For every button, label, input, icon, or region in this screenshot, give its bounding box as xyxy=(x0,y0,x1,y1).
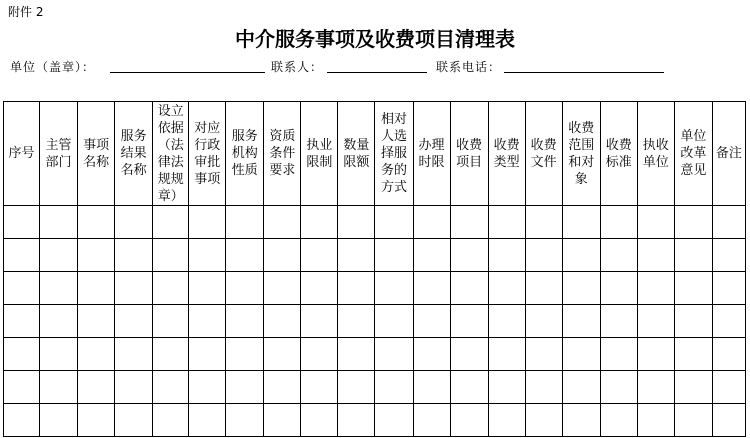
contact-field-line[interactable] xyxy=(327,72,427,73)
table-cell[interactable] xyxy=(525,206,562,239)
table-cell[interactable] xyxy=(637,338,674,371)
table-cell[interactable] xyxy=(450,371,488,404)
table-body xyxy=(4,206,746,437)
phone-label: 联系电话： xyxy=(436,60,502,74)
table-cell[interactable] xyxy=(525,239,562,272)
unit-label: 单位（盖章）： xyxy=(10,60,96,74)
table-cell[interactable] xyxy=(413,305,450,338)
header-text: 对应行政审批事项 xyxy=(194,120,221,187)
table-cell[interactable] xyxy=(78,305,115,338)
header-cell xyxy=(189,102,226,206)
header-text: 服务机构性质 xyxy=(231,129,258,178)
attachment-label: 附件 2 xyxy=(8,5,44,19)
table-cell[interactable] xyxy=(153,404,189,437)
table-cell[interactable] xyxy=(153,239,189,272)
table-cell[interactable] xyxy=(637,206,674,239)
table-cell[interactable] xyxy=(301,404,338,437)
table-cell[interactable] xyxy=(674,206,712,239)
table-cell[interactable] xyxy=(264,206,301,239)
table-cell[interactable] xyxy=(450,272,488,305)
header-cell xyxy=(450,102,488,206)
table-cell[interactable] xyxy=(115,206,153,239)
table-cell[interactable] xyxy=(600,206,637,239)
table-cell[interactable] xyxy=(562,371,600,404)
table-cell[interactable] xyxy=(189,206,226,239)
table-cell[interactable] xyxy=(562,272,600,305)
table-row xyxy=(4,206,746,239)
table-cell[interactable] xyxy=(712,305,745,338)
table-cell[interactable] xyxy=(4,338,40,371)
table-cell[interactable] xyxy=(712,338,745,371)
table-cell[interactable] xyxy=(450,206,488,239)
table-cell[interactable] xyxy=(338,206,375,239)
table-cell[interactable] xyxy=(338,371,375,404)
table-cell[interactable] xyxy=(115,239,153,272)
header-row xyxy=(4,102,746,206)
table-cell[interactable] xyxy=(40,272,78,305)
header-cell xyxy=(301,102,338,206)
table-cell[interactable] xyxy=(301,338,338,371)
table-cell[interactable] xyxy=(40,338,78,371)
table-row xyxy=(4,371,746,404)
table-cell[interactable] xyxy=(338,272,375,305)
table-cell[interactable] xyxy=(450,404,488,437)
header-cell xyxy=(600,102,637,206)
table-cell[interactable] xyxy=(4,371,40,404)
header-text: 序号 xyxy=(8,146,35,161)
header-cell xyxy=(338,102,375,206)
header-cell xyxy=(78,102,115,206)
table-cell[interactable] xyxy=(153,338,189,371)
table-cell[interactable] xyxy=(488,371,525,404)
table-cell[interactable] xyxy=(115,338,153,371)
table-cell[interactable] xyxy=(189,239,226,272)
table-cell[interactable] xyxy=(78,272,115,305)
table-cell[interactable] xyxy=(375,371,413,404)
contact-label: 联系人： xyxy=(271,60,324,74)
table-cell[interactable] xyxy=(226,371,264,404)
table-cell[interactable] xyxy=(712,272,745,305)
header-text: 事项名称 xyxy=(83,137,110,170)
table-cell[interactable] xyxy=(189,404,226,437)
table-cell[interactable] xyxy=(600,239,637,272)
table-cell[interactable] xyxy=(674,272,712,305)
header-cell xyxy=(115,102,153,206)
header-cell xyxy=(525,102,562,206)
table-cell[interactable] xyxy=(264,272,301,305)
table-cell[interactable] xyxy=(338,305,375,338)
header-cell xyxy=(264,102,301,206)
table-cell[interactable] xyxy=(413,272,450,305)
table-cell[interactable] xyxy=(115,371,153,404)
header-text: 收费项目 xyxy=(456,137,483,170)
table-cell[interactable] xyxy=(525,371,562,404)
table-cell[interactable] xyxy=(525,305,562,338)
table-cell[interactable] xyxy=(562,206,600,239)
table-cell[interactable] xyxy=(189,272,226,305)
header-text: 收费文件 xyxy=(530,137,557,170)
table-cell[interactable] xyxy=(264,404,301,437)
table-row xyxy=(4,404,746,437)
table-cell[interactable] xyxy=(413,206,450,239)
table-cell[interactable] xyxy=(4,272,40,305)
table-cell[interactable] xyxy=(600,371,637,404)
table-cell[interactable] xyxy=(264,371,301,404)
table-cell[interactable] xyxy=(264,239,301,272)
table-cell[interactable] xyxy=(525,404,562,437)
header-text: 数量限额 xyxy=(343,137,370,170)
table-cell[interactable] xyxy=(637,305,674,338)
table-cell[interactable] xyxy=(413,239,450,272)
table-cell[interactable] xyxy=(712,371,745,404)
table-cell[interactable] xyxy=(264,338,301,371)
table-cell[interactable] xyxy=(226,239,264,272)
table-cell[interactable] xyxy=(301,305,338,338)
table-cell[interactable] xyxy=(301,272,338,305)
table-cell[interactable] xyxy=(562,338,600,371)
table-cell[interactable] xyxy=(226,206,264,239)
table-cell[interactable] xyxy=(674,338,712,371)
header-cell xyxy=(413,102,450,206)
table-cell[interactable] xyxy=(450,338,488,371)
header-cell xyxy=(4,102,40,206)
header-text: 收费标准 xyxy=(605,137,632,170)
phone-field-line[interactable] xyxy=(504,72,664,73)
table-cell[interactable] xyxy=(525,272,562,305)
table-cell[interactable] xyxy=(712,404,745,437)
table-cell[interactable] xyxy=(413,371,450,404)
header-cell xyxy=(40,102,78,206)
table-row xyxy=(4,239,746,272)
table-cell[interactable] xyxy=(189,338,226,371)
table-cell[interactable] xyxy=(4,305,40,338)
table-cell[interactable] xyxy=(375,272,413,305)
table-cell[interactable] xyxy=(674,371,712,404)
table-cell[interactable] xyxy=(40,371,78,404)
table-cell[interactable] xyxy=(375,239,413,272)
table-cell[interactable] xyxy=(674,305,712,338)
clearance-table xyxy=(3,101,746,437)
table-cell[interactable] xyxy=(78,239,115,272)
table-cell[interactable] xyxy=(4,206,40,239)
table-cell[interactable] xyxy=(488,239,525,272)
table-cell[interactable] xyxy=(488,272,525,305)
table-cell[interactable] xyxy=(78,206,115,239)
header-text: 设立依据（法律法规规章） xyxy=(157,103,184,204)
table-cell[interactable] xyxy=(153,305,189,338)
table-cell[interactable] xyxy=(375,206,413,239)
unit-field-line[interactable] xyxy=(110,72,265,73)
table-cell[interactable] xyxy=(338,404,375,437)
table-cell[interactable] xyxy=(153,206,189,239)
header-cell xyxy=(375,102,413,206)
table-cell[interactable] xyxy=(40,305,78,338)
table-cell[interactable] xyxy=(488,338,525,371)
table-cell[interactable] xyxy=(78,371,115,404)
table-cell[interactable] xyxy=(338,239,375,272)
table-cell[interactable] xyxy=(301,371,338,404)
header-text: 收费类型 xyxy=(493,137,520,170)
table-cell[interactable] xyxy=(525,338,562,371)
table-cell[interactable] xyxy=(226,272,264,305)
table-row xyxy=(4,272,746,305)
table-cell[interactable] xyxy=(301,206,338,239)
table-cell[interactable] xyxy=(226,338,264,371)
table-cell[interactable] xyxy=(226,305,264,338)
table-row xyxy=(4,305,746,338)
table-cell[interactable] xyxy=(600,305,637,338)
table-cell[interactable] xyxy=(637,404,674,437)
table-cell[interactable] xyxy=(375,338,413,371)
header-text: 办理时限 xyxy=(418,137,445,170)
table-cell[interactable] xyxy=(562,239,600,272)
header-text: 资质条件要求 xyxy=(269,129,296,178)
table-cell[interactable] xyxy=(562,404,600,437)
table-cell[interactable] xyxy=(488,206,525,239)
header-text: 备注 xyxy=(715,146,742,161)
header-cell xyxy=(712,102,745,206)
table-cell[interactable] xyxy=(301,239,338,272)
table-cell[interactable] xyxy=(562,305,600,338)
table-cell[interactable] xyxy=(413,404,450,437)
table-cell[interactable] xyxy=(40,404,78,437)
table-cell[interactable] xyxy=(488,404,525,437)
header-cell xyxy=(488,102,525,206)
table-cell[interactable] xyxy=(637,371,674,404)
table-cell[interactable] xyxy=(264,305,301,338)
table-cell[interactable] xyxy=(488,305,525,338)
table-cell[interactable] xyxy=(637,239,674,272)
table-cell[interactable] xyxy=(600,404,637,437)
table-cell[interactable] xyxy=(115,272,153,305)
table-cell[interactable] xyxy=(115,305,153,338)
table-cell[interactable] xyxy=(115,404,153,437)
table-cell[interactable] xyxy=(712,206,745,239)
header-text: 单位改革意见 xyxy=(680,129,707,178)
header-cell xyxy=(674,102,712,206)
table-cell[interactable] xyxy=(637,272,674,305)
table-cell[interactable] xyxy=(40,206,78,239)
table-cell[interactable] xyxy=(4,239,40,272)
table-cell[interactable] xyxy=(450,305,488,338)
table-cell[interactable] xyxy=(712,239,745,272)
table-cell[interactable] xyxy=(674,239,712,272)
table-cell[interactable] xyxy=(338,338,375,371)
header-cell xyxy=(637,102,674,206)
table-cell[interactable] xyxy=(674,404,712,437)
header-text: 服务结果名称 xyxy=(120,129,147,178)
header-text: 相对人选择服务的方式 xyxy=(380,112,407,195)
table-cell[interactable] xyxy=(40,239,78,272)
header-text: 执业限制 xyxy=(306,137,333,170)
header-cell xyxy=(153,102,189,206)
table-cell[interactable] xyxy=(413,338,450,371)
page-title: 中介服务事项及收费项目清理表 xyxy=(235,27,515,51)
table-cell[interactable] xyxy=(375,404,413,437)
table-cell[interactable] xyxy=(600,272,637,305)
table-cell[interactable] xyxy=(189,305,226,338)
table-cell[interactable] xyxy=(226,404,264,437)
header-text: 执收单位 xyxy=(642,137,669,170)
header-cell xyxy=(562,102,600,206)
table-row xyxy=(4,338,746,371)
table-cell[interactable] xyxy=(189,371,226,404)
table-cell[interactable] xyxy=(78,404,115,437)
header-cell xyxy=(226,102,264,206)
table-cell[interactable] xyxy=(375,305,413,338)
table-cell[interactable] xyxy=(450,239,488,272)
table-cell[interactable] xyxy=(153,272,189,305)
table-cell[interactable] xyxy=(4,404,40,437)
table-cell[interactable] xyxy=(153,371,189,404)
table-cell[interactable] xyxy=(600,338,637,371)
table-cell[interactable] xyxy=(78,338,115,371)
header-text: 主管部门 xyxy=(45,137,72,170)
header-text: 收费范围和对象 xyxy=(568,120,595,187)
